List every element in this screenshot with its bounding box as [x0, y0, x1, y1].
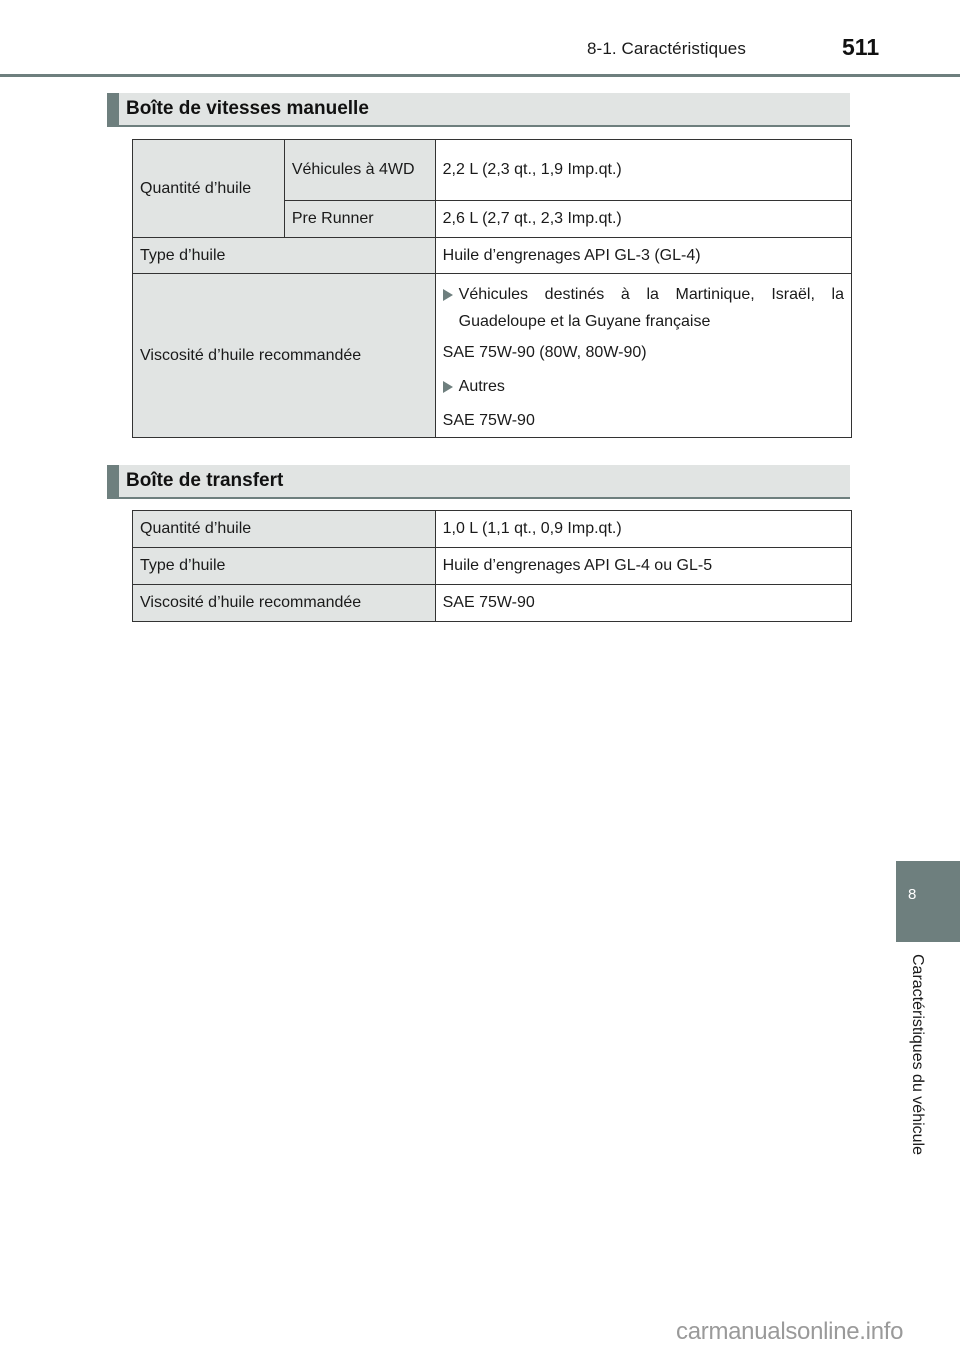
- row-label: Type d’huile: [133, 548, 436, 585]
- value-4wd: 2,2 L (2,3 qt., 1,9 Imp.qt.): [435, 140, 851, 201]
- value-prerunner: 2,6 L (2,7 qt., 2,3 Imp.qt.): [435, 201, 851, 238]
- viscosity-bullet-2: Autres: [443, 377, 844, 397]
- oil-type-value: Huile d’engrenages API GL-3 (GL-4): [435, 238, 851, 274]
- section-heading-bar: [107, 465, 119, 497]
- oil-quantity-label: Quantité d’huile: [133, 140, 285, 238]
- row-value: 1,0 L (1,1 qt., 0,9 Imp.qt.): [435, 511, 851, 548]
- section-heading-transfer-case: [107, 465, 850, 499]
- sub-label-4wd: Véhicules à 4WD: [284, 140, 435, 201]
- watermark: carmanualsonline.info: [676, 1318, 904, 1345]
- header-divider: [0, 74, 960, 77]
- viscosity-value-2: SAE 75W-90: [442, 411, 535, 429]
- manual-gearbox-table: [132, 139, 852, 438]
- section-title: Boîte de transfert: [126, 470, 284, 491]
- section-heading-manual-gearbox: [107, 93, 850, 127]
- oil-type-label: Type d’huile: [133, 238, 436, 274]
- viscosity-label: Viscosité d’huile recommandée: [133, 274, 436, 438]
- table-row: [133, 238, 852, 274]
- table-row: [133, 548, 852, 585]
- table-row: [133, 585, 852, 622]
- row-label: Quantité d’huile: [133, 511, 436, 548]
- viscosity-bullet-1: Véhicules destinés à la Martinique, Israël, la Guadeloupe et la Guyane française: [443, 281, 844, 335]
- table-row: [133, 140, 852, 201]
- sub-label-prerunner: Pre Runner: [284, 201, 435, 238]
- section-title: Boîte de vitesses manuelle: [126, 98, 369, 119]
- page-number: 511: [842, 34, 880, 60]
- section-heading-bar: [107, 93, 119, 125]
- chapter-title-vertical: Caractéristiques du véhicule: [909, 954, 926, 1155]
- table-row: [133, 274, 852, 438]
- viscosity-values: [435, 274, 851, 438]
- row-label: Viscosité d’huile recommandée: [133, 585, 436, 622]
- chapter-number: 8: [908, 886, 917, 903]
- header-section-title: 8-1. Caractéristiques: [587, 39, 746, 58]
- row-value: SAE 75W-90: [435, 585, 851, 622]
- table-row: [133, 511, 852, 548]
- row-value: Huile d’engrenages API GL-4 ou GL-5: [435, 548, 851, 585]
- viscosity-value-1: SAE 75W-90 (80W, 80W-90): [442, 343, 647, 361]
- chapter-tab[interactable]: [896, 861, 960, 942]
- transfer-case-table: [132, 510, 852, 622]
- triangle-bullet-icon: [443, 289, 453, 301]
- triangle-bullet-icon: [443, 381, 453, 393]
